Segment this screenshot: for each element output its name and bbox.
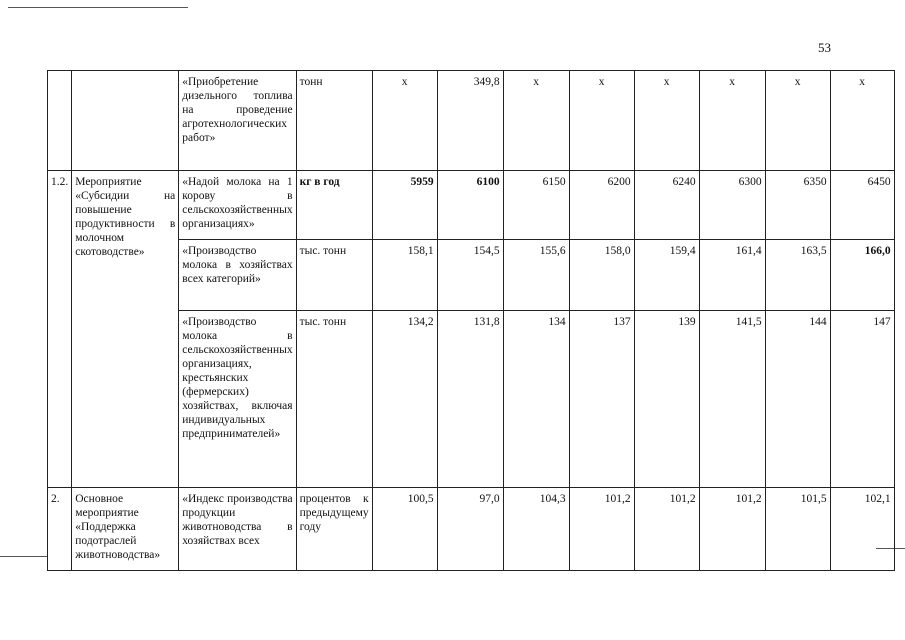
value-cell: 101,5 bbox=[765, 488, 830, 571]
value-cell: х bbox=[569, 71, 634, 171]
value-cell: 161,4 bbox=[699, 240, 765, 311]
value-cell: 101,2 bbox=[569, 488, 634, 571]
value-cell: х bbox=[699, 71, 765, 171]
event-cell bbox=[72, 71, 179, 171]
indicator-cell: «Надой молока на 1 корову в сельскохозяйственных организациях» bbox=[179, 171, 296, 240]
indicator-cell: «Производство молока в сельскохозяйственных организациях, крестьянских (фермерских) хозяйствах, включая индивидуальных предпринимателей» bbox=[179, 311, 296, 488]
value-cell: 97,0 bbox=[437, 488, 503, 571]
value-cell: х bbox=[634, 71, 699, 171]
unit-cell: тонн bbox=[296, 71, 372, 171]
value-cell: 5959 bbox=[372, 171, 437, 240]
row-number-cell bbox=[48, 71, 72, 171]
indicator-cell: «Индекс производства продукции животноводства в хозяйствах всех bbox=[179, 488, 296, 571]
value-cell: 139 bbox=[634, 311, 699, 488]
value-cell: 147 bbox=[830, 311, 894, 488]
unit-cell: кг в год bbox=[296, 171, 372, 240]
value-cell: 141,5 bbox=[699, 311, 765, 488]
value-cell: 101,2 bbox=[699, 488, 765, 571]
scan-artifact-top-line bbox=[8, 7, 188, 8]
scan-artifact-left-line bbox=[0, 556, 47, 557]
unit-cell: тыс. тонн bbox=[296, 240, 372, 311]
unit-cell: тыс. тонн bbox=[296, 311, 372, 488]
value-cell: 349,8 bbox=[437, 71, 503, 171]
value-cell: 6100 bbox=[437, 171, 503, 240]
value-cell: 158,1 bbox=[372, 240, 437, 311]
value-cell: 144 bbox=[765, 311, 830, 488]
value-cell: 6450 bbox=[830, 171, 894, 240]
value-cell: 163,5 bbox=[765, 240, 830, 311]
value-cell: 6240 bbox=[634, 171, 699, 240]
event-cell: Основное мероприятие «Поддержка подотраслей животноводства» bbox=[72, 488, 179, 571]
unit-cell: процентов к предыдущему году bbox=[296, 488, 372, 571]
value-cell: 101,2 bbox=[634, 488, 699, 571]
value-cell: 134,2 bbox=[372, 311, 437, 488]
table-row bbox=[48, 71, 895, 171]
value-cell: 155,6 bbox=[503, 240, 569, 311]
value-cell: 6350 bbox=[765, 171, 830, 240]
table-row bbox=[48, 488, 895, 571]
value-cell: 131,8 bbox=[437, 311, 503, 488]
value-cell: 166,0 bbox=[830, 240, 894, 311]
value-cell: х bbox=[503, 71, 569, 171]
value-cell: 6200 bbox=[569, 171, 634, 240]
value-cell: 104,3 bbox=[503, 488, 569, 571]
row-number-cell: 1.2. bbox=[48, 171, 72, 488]
page-number: 53 bbox=[818, 40, 831, 55]
value-cell: 6150 bbox=[503, 171, 569, 240]
value-cell: 154,5 bbox=[437, 240, 503, 311]
value-cell: 158,0 bbox=[569, 240, 634, 311]
value-cell: 6300 bbox=[699, 171, 765, 240]
event-cell: Мероприятие «Субсидии на повышение продуктивности в молочном скотоводстве» bbox=[72, 171, 179, 488]
indicators-table bbox=[47, 70, 895, 571]
value-cell: х bbox=[765, 71, 830, 171]
value-cell: 137 bbox=[569, 311, 634, 488]
indicator-cell: «Производство молока в хозяйствах всех категорий» bbox=[179, 240, 296, 311]
value-cell: 100,5 bbox=[372, 488, 437, 571]
value-cell: х bbox=[372, 71, 437, 171]
value-cell: 159,4 bbox=[634, 240, 699, 311]
value-cell: 134 bbox=[503, 311, 569, 488]
row-number-cell: 2. bbox=[48, 488, 72, 571]
indicator-cell: «Приобретение дизельного топлива на проведение агротехнологических работ» bbox=[179, 71, 296, 171]
table-row bbox=[48, 171, 895, 240]
value-cell: 102,1 bbox=[830, 488, 894, 571]
value-cell: х bbox=[830, 71, 894, 171]
